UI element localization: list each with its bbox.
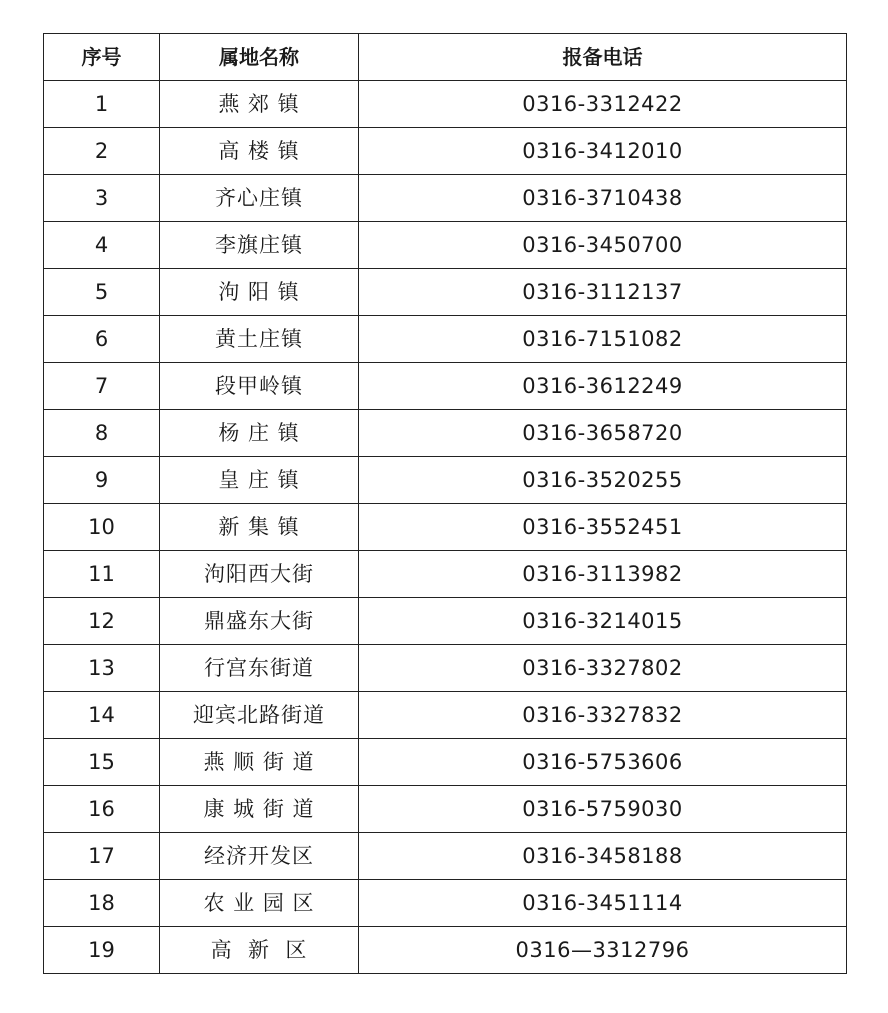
- table-row: [44, 363, 847, 410]
- cell-name: 李旗庄镇: [160, 222, 359, 269]
- cell-tel: 0316-5759030: [359, 786, 847, 833]
- cell-tel: 0316-5753606: [359, 739, 847, 786]
- cell-tel: 0316-3458188: [359, 833, 847, 880]
- table-row: [44, 880, 847, 927]
- cell-tel: 0316—3312796: [359, 927, 847, 974]
- table-row: [44, 222, 847, 269]
- registry-table: [43, 33, 847, 974]
- cell-tel: 0316-3450700: [359, 222, 847, 269]
- cell-no: 14: [44, 692, 160, 739]
- table-row: [44, 457, 847, 504]
- table-row: [44, 598, 847, 645]
- cell-name: 高 楼 镇: [160, 128, 359, 175]
- cell-name: 齐心庄镇: [160, 175, 359, 222]
- table-row: [44, 927, 847, 974]
- cell-name: 燕 顺 街 道: [160, 739, 359, 786]
- table-row: [44, 316, 847, 363]
- cell-no: 17: [44, 833, 160, 880]
- cell-name: 皇 庄 镇: [160, 457, 359, 504]
- cell-tel: 0316-3327802: [359, 645, 847, 692]
- cell-tel: 0316-3520255: [359, 457, 847, 504]
- table-row: [44, 269, 847, 316]
- table-row: [44, 81, 847, 128]
- cell-no: 2: [44, 128, 160, 175]
- table-row: [44, 786, 847, 833]
- cell-name: 高 新 区: [160, 927, 359, 974]
- table-row: [44, 551, 847, 598]
- table-row: [44, 410, 847, 457]
- cell-tel: 0316-3658720: [359, 410, 847, 457]
- cell-no: 8: [44, 410, 160, 457]
- cell-tel: 0316-3312422: [359, 81, 847, 128]
- cell-name: 燕 郊 镇: [160, 81, 359, 128]
- cell-name: 经济开发区: [160, 833, 359, 880]
- cell-name: 杨 庄 镇: [160, 410, 359, 457]
- cell-name: 泃阳西大街: [160, 551, 359, 598]
- cell-tel: 0316-3612249: [359, 363, 847, 410]
- table-row: [44, 739, 847, 786]
- cell-no: 7: [44, 363, 160, 410]
- cell-no: 3: [44, 175, 160, 222]
- cell-no: 10: [44, 504, 160, 551]
- cell-name: 鼎盛东大街: [160, 598, 359, 645]
- cell-name: 农 业 园 区: [160, 880, 359, 927]
- cell-no: 6: [44, 316, 160, 363]
- cell-no: 15: [44, 739, 160, 786]
- cell-tel: 0316-3214015: [359, 598, 847, 645]
- cell-tel: 0316-3113982: [359, 551, 847, 598]
- table-row: [44, 504, 847, 551]
- cell-tel: 0316-3710438: [359, 175, 847, 222]
- cell-no: 19: [44, 927, 160, 974]
- header-name: 属地名称: [160, 34, 359, 81]
- cell-name: 迎宾北路街道: [160, 692, 359, 739]
- cell-tel: 0316-3451114: [359, 880, 847, 927]
- cell-name: 段甲岭镇: [160, 363, 359, 410]
- table-row: [44, 175, 847, 222]
- cell-no: 13: [44, 645, 160, 692]
- cell-no: 5: [44, 269, 160, 316]
- cell-no: 11: [44, 551, 160, 598]
- cell-tel: 0316-3412010: [359, 128, 847, 175]
- table-row: [44, 645, 847, 692]
- cell-no: 1: [44, 81, 160, 128]
- table-row: [44, 128, 847, 175]
- cell-no: 9: [44, 457, 160, 504]
- cell-name: 黄土庄镇: [160, 316, 359, 363]
- header-no: 序号: [44, 34, 160, 81]
- cell-no: 4: [44, 222, 160, 269]
- cell-name: 新 集 镇: [160, 504, 359, 551]
- header-tel: 报备电话: [359, 34, 847, 81]
- header-row: [44, 34, 847, 81]
- cell-no: 12: [44, 598, 160, 645]
- cell-no: 18: [44, 880, 160, 927]
- cell-tel: 0316-3552451: [359, 504, 847, 551]
- cell-tel: 0316-7151082: [359, 316, 847, 363]
- cell-tel: 0316-3327832: [359, 692, 847, 739]
- cell-no: 16: [44, 786, 160, 833]
- cell-name: 泃 阳 镇: [160, 269, 359, 316]
- cell-name: 康 城 街 道: [160, 786, 359, 833]
- table-row: [44, 692, 847, 739]
- table-row: [44, 833, 847, 880]
- cell-tel: 0316-3112137: [359, 269, 847, 316]
- cell-name: 行宫东街道: [160, 645, 359, 692]
